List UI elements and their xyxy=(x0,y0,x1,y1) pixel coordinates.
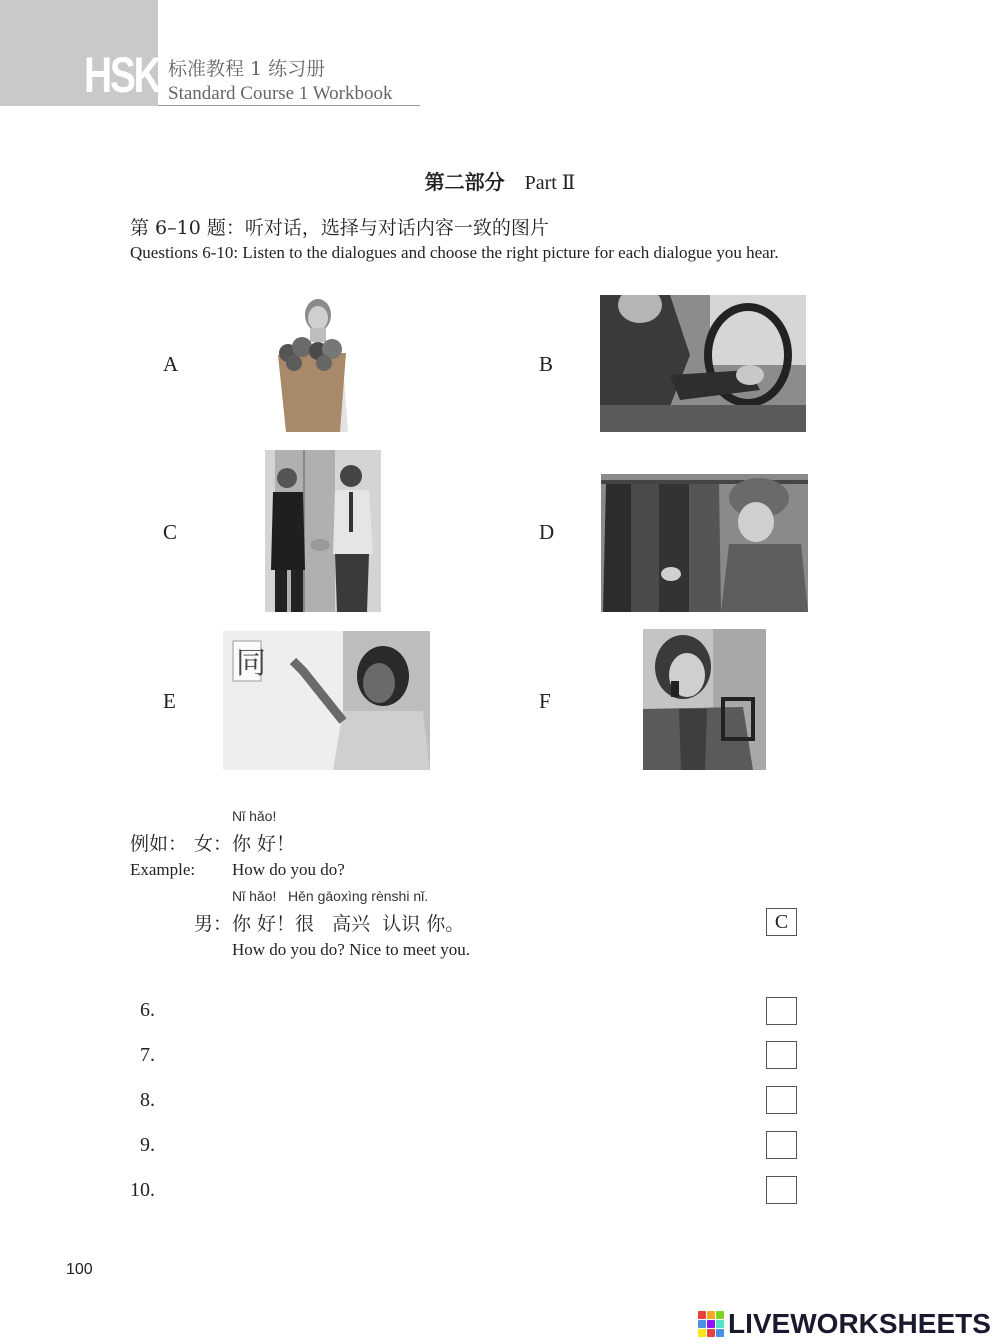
photo-b-man-driving xyxy=(600,295,806,432)
question-7-answer-box[interactable] xyxy=(766,1041,797,1069)
header-underline xyxy=(158,105,420,106)
page-number: 100 xyxy=(66,1261,93,1278)
photo-d-woman-shopping-clothes xyxy=(601,474,808,612)
question-7-number: 7. xyxy=(140,1044,155,1066)
question-6-answer-box[interactable] xyxy=(766,997,797,1025)
liveworksheets-icon-square xyxy=(698,1320,706,1328)
section-title xyxy=(0,166,1000,195)
option-letter-f: F xyxy=(539,689,551,713)
hsk-logo: HSK xyxy=(84,47,160,103)
example-label-cn: 例如： xyxy=(130,833,188,855)
photo-f-woman-on-phone xyxy=(643,629,766,770)
question-10-number: 10. xyxy=(130,1179,155,1201)
example-pinyin-2: Nǐ hǎo! Hěn gāoxìng rènshi nǐ. xyxy=(232,888,429,904)
option-letter-d: D xyxy=(539,520,555,544)
photo-e-woman-whiteboard xyxy=(223,631,430,770)
example-hanzi-1: 你 好！ xyxy=(232,833,296,855)
instructions-en: Questions 6-10: Listen to the dialogues and choose the right picture for each dialogue you hear. xyxy=(130,243,779,262)
liveworksheets-icon-square xyxy=(716,1320,724,1328)
liveworksheets-text: LIVEWORKSHEETS xyxy=(728,1308,991,1339)
option-letter-b: B xyxy=(539,352,554,376)
example-speaker-1: 女： xyxy=(194,833,233,855)
liveworksheets-icon-square xyxy=(707,1320,715,1328)
option-letter-a: A xyxy=(163,352,179,376)
instructions-cn: 第 6–10 题：听对话，选择与对话内容一致的图片 xyxy=(130,217,549,239)
section-title-cn: 第二部分 xyxy=(424,170,505,194)
example-pinyin-1: Nǐ hǎo! xyxy=(232,808,277,824)
option-letter-c: C xyxy=(163,520,178,544)
question-6-number: 6. xyxy=(140,999,155,1021)
example-answer-box: C xyxy=(766,908,797,936)
liveworksheets-icon-square xyxy=(698,1311,706,1319)
example-label-en: Example: xyxy=(130,860,196,879)
option-letter-e: E xyxy=(163,689,176,713)
liveworksheets-icon-square xyxy=(698,1329,706,1337)
liveworksheets-icon-square xyxy=(707,1329,715,1337)
series-title-cn: 标准教程 1 练习册 xyxy=(168,58,326,80)
example-english-1: How do you do? xyxy=(232,860,345,879)
example-hanzi-2: 你 好！很 高兴 认识 你。 xyxy=(232,913,465,935)
liveworksheets-icon-square xyxy=(707,1311,715,1319)
section-title-en: Part Ⅱ xyxy=(524,172,576,194)
liveworksheets-icon-square xyxy=(716,1311,724,1319)
svg-text:同: 同 xyxy=(236,646,266,681)
series-title-en: Standard Course 1 Workbook xyxy=(168,83,393,104)
question-9-number: 9. xyxy=(140,1134,155,1156)
photo-a-woman-grocery-bag xyxy=(266,295,366,432)
question-10-answer-box[interactable] xyxy=(766,1176,797,1204)
question-9-answer-box[interactable] xyxy=(766,1131,797,1159)
question-8-number: 8. xyxy=(140,1089,155,1111)
liveworksheets-icon-square xyxy=(716,1329,724,1337)
liveworksheets-logo xyxy=(698,1308,991,1340)
photo-c-shaking-hands xyxy=(265,450,381,612)
liveworksheets-icon xyxy=(698,1311,724,1337)
example-english-2: How do you do? Nice to meet you. xyxy=(232,940,470,959)
question-8-answer-box[interactable] xyxy=(766,1086,797,1114)
example-speaker-2: 男： xyxy=(194,913,233,935)
